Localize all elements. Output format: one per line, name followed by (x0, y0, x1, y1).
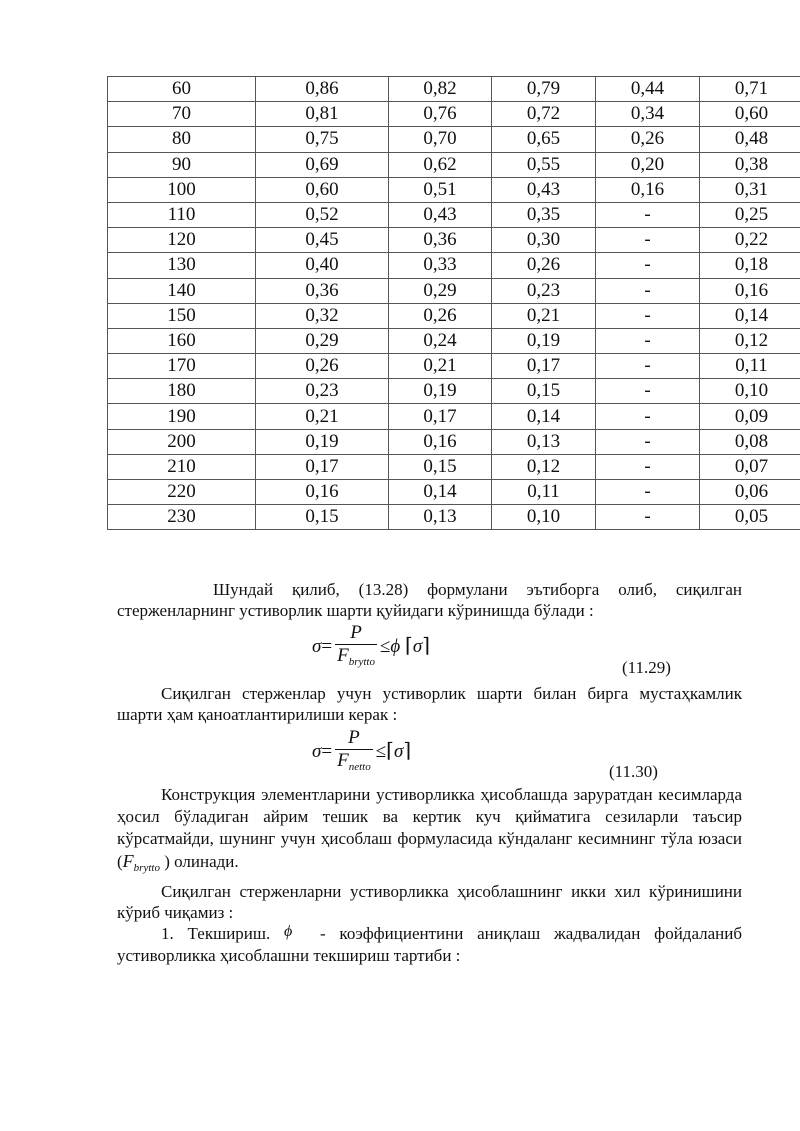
table-row (108, 278, 800, 303)
table-row (108, 202, 800, 227)
table-cell-coefficient: 0,12 (700, 328, 800, 353)
formula-lbracket: ⌈ (386, 739, 394, 762)
table-cell-coefficient: 0,32 (256, 303, 389, 328)
table-cell-coefficient: 0,36 (389, 228, 492, 253)
table-cell-coefficient: 0,82 (389, 77, 492, 102)
table-cell-coefficient: 0,43 (389, 202, 492, 227)
paragraph-1-text: Шундай қилиб, (13.28) формулани эътиборга олиб, сиқилган стерженларнинг устиворлик шарти қуйидаги кўринишда бўлади : (117, 580, 742, 620)
formula-11-30 (312, 727, 411, 778)
inline-F-subscript: brytto (133, 862, 160, 874)
formula-inner-sigma: σ (412, 635, 423, 657)
table-cell-slenderness: 180 (108, 379, 256, 404)
table-cell-coefficient: 0,21 (492, 303, 596, 328)
table-cell-coefficient: 0,23 (492, 278, 596, 303)
paragraph-4-text: Сиқилган стерженларни устиворликка ҳисоблашнинг икки хил кўринишини кўриб чиқамиз : (117, 882, 742, 922)
inline-phi-symbol: ϕ (284, 923, 293, 940)
table-cell-coefficient: 0,43 (492, 177, 596, 202)
table-row (108, 505, 800, 530)
table-cell-coefficient: - (596, 404, 700, 429)
table-row (108, 454, 800, 479)
table-cell-coefficient: 0,29 (389, 278, 492, 303)
table-cell-coefficient: - (596, 505, 700, 530)
table-cell-coefficient: 0,22 (700, 228, 800, 253)
formula-fraction (335, 727, 373, 778)
table-cell-coefficient: 0,75 (256, 127, 389, 152)
paragraph-5-start: 1. Текшириш. (161, 924, 271, 943)
table-cell-slenderness: 190 (108, 404, 256, 429)
formula-equals: = (321, 635, 333, 657)
table-cell-coefficient: 0,17 (389, 404, 492, 429)
table-cell-coefficient: 0,35 (492, 202, 596, 227)
table-cell-coefficient: - (596, 278, 700, 303)
table-cell-slenderness: 80 (108, 127, 256, 152)
table-cell-coefficient: 0,26 (389, 303, 492, 328)
table-cell-coefficient: 0,36 (256, 278, 389, 303)
table-cell-coefficient: 0,81 (256, 102, 389, 127)
table-cell-slenderness: 230 (108, 505, 256, 530)
table-cell-coefficient: 0,86 (256, 77, 389, 102)
table-cell-coefficient: - (596, 480, 700, 505)
formula-numerator: P (335, 727, 373, 750)
formula-numerator: P (335, 622, 377, 645)
table-body (108, 77, 800, 530)
table-row (108, 253, 800, 278)
table-cell-slenderness: 130 (108, 253, 256, 278)
table-cell-coefficient: 0,26 (256, 354, 389, 379)
formula-denominator: F (337, 645, 349, 666)
table-cell-coefficient: 0,30 (492, 228, 596, 253)
table-cell-coefficient: 0,34 (596, 102, 700, 127)
table-cell-slenderness: 140 (108, 278, 256, 303)
table-cell-coefficient: 0,07 (700, 454, 800, 479)
table-row (108, 77, 800, 102)
table-cell-slenderness: 100 (108, 177, 256, 202)
table-cell-coefficient: 0,26 (596, 127, 700, 152)
table-cell-coefficient: 0,45 (256, 228, 389, 253)
table-cell-coefficient: 0,15 (492, 379, 596, 404)
table-cell-coefficient: 0,17 (492, 354, 596, 379)
table-cell-coefficient: 0,26 (492, 253, 596, 278)
table-cell-coefficient: 0,65 (492, 127, 596, 152)
table-cell-slenderness: 120 (108, 228, 256, 253)
table-cell-coefficient: 0,24 (389, 328, 492, 353)
table-row (108, 102, 800, 127)
table-row (108, 228, 800, 253)
table-cell-coefficient: 0,08 (700, 429, 800, 454)
table-cell-coefficient: 0,62 (389, 152, 492, 177)
table-cell-coefficient: 0,25 (700, 202, 800, 227)
table-row (108, 429, 800, 454)
formula-rbracket: ⌉ (422, 634, 431, 657)
table-cell-coefficient: 0,16 (700, 278, 800, 303)
paragraph-3-text: Конструкция элементларини устиворликка ҳисоблашда заруратдан кесимларда ҳосил бўладиган айрим тешик ва кертик куч қийматига сезиларли таъсир кўрсатмайди, шунинг учун ҳисоблаш формуласида кўндаланг кесимнинг тўла юзаси ( (117, 785, 742, 871)
table-cell-coefficient: 0,60 (700, 102, 800, 127)
table-cell-coefficient: 0,09 (700, 404, 800, 429)
table-cell-slenderness: 220 (108, 480, 256, 505)
table-cell-coefficient: - (596, 228, 700, 253)
formula-sigma: σ (312, 740, 322, 762)
table-cell-coefficient: 0,29 (256, 328, 389, 353)
paragraph-5-end: - коэффициентини аниқлаш жадвалидан фойдаланиб устиворликка ҳисоблашни текшириш тартиби : (117, 924, 743, 965)
formula-leq: ≤ (375, 740, 387, 762)
formula-lbracket: ⌈ (405, 634, 413, 657)
table-cell-coefficient: 0,13 (492, 429, 596, 454)
table-cell-slenderness: 200 (108, 429, 256, 454)
table-cell-coefficient: 0,14 (700, 303, 800, 328)
table-cell-coefficient: 0,13 (389, 505, 492, 530)
table-cell-coefficient: 0,44 (596, 77, 700, 102)
table-row (108, 404, 800, 429)
table-cell-coefficient: 0,19 (389, 379, 492, 404)
table-cell-slenderness: 170 (108, 354, 256, 379)
table-cell-coefficient: 0,72 (492, 102, 596, 127)
table-cell-coefficient: 0,51 (389, 177, 492, 202)
paragraph-3-end: ) олинади. (164, 852, 239, 871)
table-cell-slenderness: 210 (108, 454, 256, 479)
table-cell-coefficient: 0,10 (492, 505, 596, 530)
equation-number-11-30: (11.30) (609, 762, 658, 781)
table-cell-slenderness: 150 (108, 303, 256, 328)
table-row (108, 152, 800, 177)
table-cell-coefficient: 0,14 (492, 404, 596, 429)
table-cell-slenderness: 160 (108, 328, 256, 353)
table-cell-slenderness: 110 (108, 202, 256, 227)
table-cell-coefficient: 0,52 (256, 202, 389, 227)
table-cell-coefficient: 0,20 (596, 152, 700, 177)
table-row (108, 379, 800, 404)
table-cell-coefficient: 0,21 (256, 404, 389, 429)
formula-subscript: brytto (348, 656, 375, 668)
formula-rbracket: ⌉ (403, 739, 412, 762)
table-cell-coefficient: 0,48 (700, 127, 800, 152)
paragraph-5 (117, 923, 742, 966)
table-row (108, 127, 800, 152)
paragraph-3 (117, 784, 742, 879)
table-cell-coefficient: - (596, 253, 700, 278)
table-row (108, 177, 800, 202)
formula-denominator: F (337, 750, 349, 771)
table-cell-coefficient: 0,19 (256, 429, 389, 454)
table-row (108, 328, 800, 353)
formula-equals: = (321, 740, 333, 762)
table-cell-coefficient: - (596, 429, 700, 454)
table-cell-coefficient: 0,31 (700, 177, 800, 202)
table-cell-coefficient: 0,17 (256, 454, 389, 479)
table-cell-coefficient: - (596, 454, 700, 479)
table-cell-coefficient: 0,15 (256, 505, 389, 530)
paragraph-1 (117, 579, 742, 621)
formula-sigma: σ (312, 635, 322, 657)
table-cell-coefficient: 0,38 (700, 152, 800, 177)
table-cell-coefficient: 0,19 (492, 328, 596, 353)
table-cell-coefficient: 0,70 (389, 127, 492, 152)
table-cell-coefficient: 0,06 (700, 480, 800, 505)
table-cell-coefficient: 0,16 (256, 480, 389, 505)
table-cell-slenderness: 60 (108, 77, 256, 102)
equation-number-11-29: (11.29) (622, 658, 671, 677)
paragraph-2 (117, 683, 742, 725)
formula-phi: ϕ (390, 635, 401, 657)
table-cell-coefficient: 0,16 (596, 177, 700, 202)
table-cell-coefficient: - (596, 202, 700, 227)
table-row (108, 480, 800, 505)
table-cell-coefficient: - (596, 379, 700, 404)
table-cell-coefficient: 0,71 (700, 77, 800, 102)
table-cell-coefficient: 0,18 (700, 253, 800, 278)
table-cell-coefficient: 0,40 (256, 253, 389, 278)
buckling-coefficient-table (107, 76, 800, 530)
inline-F-symbol: F (122, 851, 134, 871)
table-cell-coefficient: - (596, 354, 700, 379)
table-cell-coefficient: 0,12 (492, 454, 596, 479)
table-cell-coefficient: 0,14 (389, 480, 492, 505)
table-cell-coefficient: 0,05 (700, 505, 800, 530)
table-cell-slenderness: 90 (108, 152, 256, 177)
table-cell-coefficient: - (596, 328, 700, 353)
table-cell-coefficient: 0,16 (389, 429, 492, 454)
table-cell-coefficient: 0,11 (492, 480, 596, 505)
paragraph-4 (117, 881, 742, 923)
formula-fraction (335, 622, 377, 673)
table-row (108, 354, 800, 379)
formula-subscript: netto (348, 761, 371, 773)
formula-11-29 (312, 622, 430, 673)
formula-leq: ≤ (379, 635, 391, 657)
table-cell-coefficient: 0,11 (700, 354, 800, 379)
table-cell-coefficient: 0,15 (389, 454, 492, 479)
table-cell-coefficient: 0,10 (700, 379, 800, 404)
table-cell-coefficient: 0,76 (389, 102, 492, 127)
table-cell-coefficient: 0,79 (492, 77, 596, 102)
table-cell-coefficient: - (596, 303, 700, 328)
table-cell-coefficient: 0,69 (256, 152, 389, 177)
formula-inner-sigma: σ (393, 740, 404, 762)
table-cell-coefficient: 0,55 (492, 152, 596, 177)
table-cell-coefficient: 0,33 (389, 253, 492, 278)
table-cell-slenderness: 70 (108, 102, 256, 127)
table-cell-coefficient: 0,60 (256, 177, 389, 202)
table-cell-coefficient: 0,23 (256, 379, 389, 404)
table-cell-coefficient: 0,21 (389, 354, 492, 379)
table-row (108, 303, 800, 328)
paragraph-2-text: Сиқилган стерженлар учун устиворлик шарти билан бирга мустаҳкамлик шарти ҳам қаноатлантирилиши керак : (117, 684, 742, 724)
